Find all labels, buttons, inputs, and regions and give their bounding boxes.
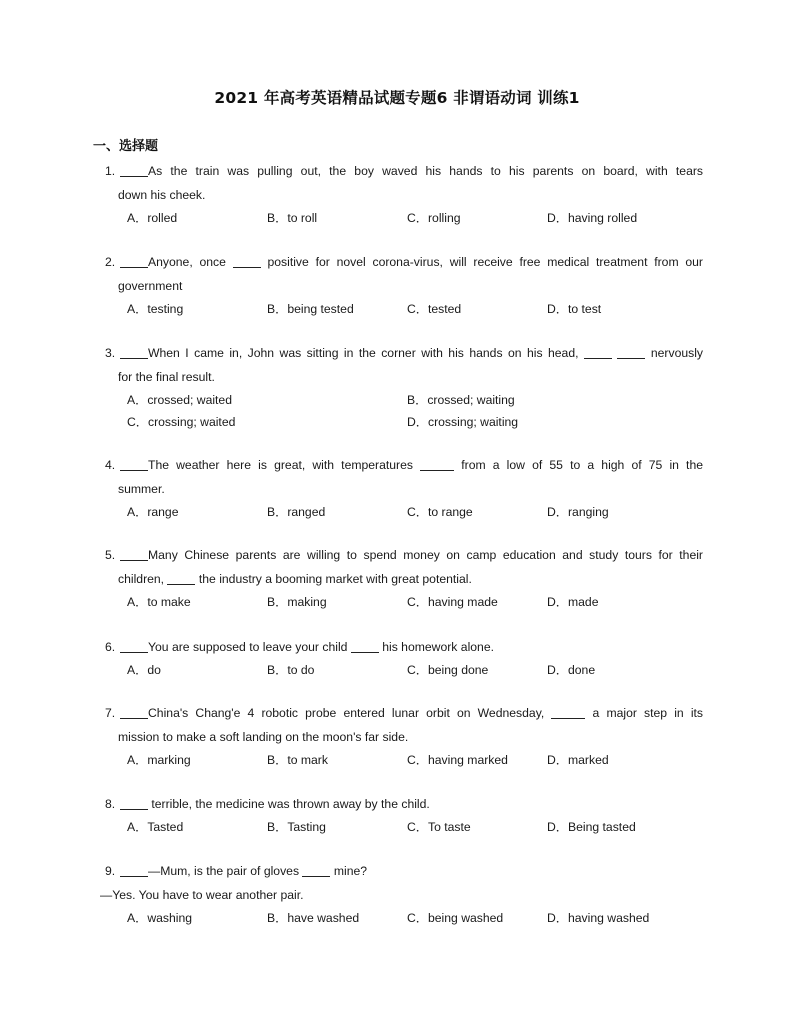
- option-b[interactable]: B．Tasting: [267, 820, 326, 834]
- option-a[interactable]: A．rolled: [127, 211, 178, 225]
- question-stem: 8. terrible, the medicine was thrown away by the child.: [105, 797, 430, 811]
- answer-blank: [351, 638, 379, 653]
- question-stem: 4. The weather here is great, with temperatures from a low of 55 to a high of 75 in the: [105, 458, 704, 472]
- answer-blank: [420, 456, 454, 471]
- option-a[interactable]: A．Tasted: [127, 820, 184, 834]
- question-5: [105, 543, 703, 613]
- answer-blank: [167, 570, 195, 585]
- answer-blank: [120, 253, 148, 268]
- option-d[interactable]: D．made: [547, 595, 599, 609]
- options-row: [105, 659, 703, 681]
- question-8: [105, 792, 703, 838]
- option-c[interactable]: C．rolling: [407, 211, 461, 225]
- option-d[interactable]: D．having washed: [547, 911, 650, 925]
- option-c[interactable]: C．having made: [407, 595, 498, 609]
- answer-blank: [551, 704, 585, 719]
- options-row: [105, 389, 703, 411]
- answer-blank: [120, 638, 148, 653]
- question-9: 9. —Mum, is the pair of gloves mine? —Yes. You have to wear another pair. A．washing B．have washed C．being washed D．having washed: [105, 859, 703, 929]
- option-a[interactable]: A．range: [127, 505, 179, 519]
- section-heading: 一、选择题: [93, 139, 159, 154]
- option-d[interactable]: D．ranging: [547, 505, 609, 519]
- option-a[interactable]: A．marking: [127, 753, 191, 767]
- options-row: [105, 411, 703, 433]
- answer-blank: [120, 546, 148, 561]
- options-row: [105, 907, 703, 929]
- option-b[interactable]: B．being tested: [267, 302, 354, 316]
- option-c[interactable]: C．being done: [407, 663, 489, 677]
- option-d[interactable]: D．done: [547, 663, 596, 677]
- answer-blank: [120, 456, 148, 471]
- question-stem: 7. China's Chang'e 4 robotic probe entered lunar orbit on Wednesday, a major step in its: [105, 706, 704, 720]
- option-a[interactable]: A．washing: [127, 911, 193, 925]
- options-row: [105, 749, 703, 771]
- answer-blank: [120, 795, 148, 810]
- question-stem: 1. As the train was pulling out, the boy waved his hands to his parents on board, with tears: [105, 164, 703, 178]
- option-a[interactable]: A．to make: [127, 595, 191, 609]
- answer-blank: [120, 862, 148, 877]
- question-7: 7. China's Chang'e 4 robotic probe entered lunar orbit on Wednesday, a major step in its mission to make a soft landing on the moon's far side. A．marking B．to mark C．having marked D．marked: [105, 701, 703, 771]
- option-c[interactable]: C．to range: [407, 505, 473, 519]
- option-b[interactable]: B．making: [267, 595, 327, 609]
- question-4: 4. The weather here is great, with temperatures from a low of 55 to a high of 75 in the summer. A．range B．ranged C．to range D．ranging: [105, 453, 703, 523]
- option-a[interactable]: A．testing: [127, 302, 184, 316]
- option-b[interactable]: B．crossed; waiting: [407, 393, 515, 407]
- answer-blank: [302, 862, 330, 877]
- option-a[interactable]: A．crossed; waited: [127, 393, 232, 407]
- option-b[interactable]: B．have washed: [267, 911, 360, 925]
- question-6: [105, 635, 703, 681]
- options-row: [105, 207, 703, 229]
- question-1: 1. As the train was pulling out, the boy waved his hands to his parents on board, with tears down his cheek. A．rolled B．to roll C．rolling D．having rolled: [105, 159, 703, 229]
- question-2: 2. Anyone, once positive for novel corona-virus, will receive free medical treatment from our government A．testing B．being tested C．tested D．to test: [105, 250, 703, 320]
- option-d[interactable]: D．having rolled: [547, 211, 638, 225]
- option-d[interactable]: D．marked: [547, 753, 609, 767]
- options-row: [105, 501, 703, 523]
- option-c[interactable]: C．having marked: [407, 753, 508, 767]
- options-row: [105, 816, 703, 838]
- options-row: [105, 298, 703, 320]
- answer-blank: [233, 253, 261, 268]
- option-b[interactable]: B．ranged: [267, 505, 326, 519]
- answer-blank: [120, 344, 148, 359]
- question-stem: 6. You are supposed to leave your child his homework alone.: [105, 640, 494, 654]
- question-stem: 3. When I came in, John was sitting in the corner with his hands on his head, nervously: [105, 346, 704, 360]
- option-b[interactable]: B．to mark: [267, 753, 328, 767]
- option-c[interactable]: C．being washed: [407, 911, 504, 925]
- question-stem: 9. —Mum, is the pair of gloves mine?: [105, 864, 368, 878]
- option-d[interactable]: D．Being tasted: [547, 820, 636, 834]
- question-stem: 5. Many Chinese parents are willing to spend money on camp education and study tours for their: [105, 548, 703, 562]
- option-c[interactable]: C．crossing; waited: [127, 415, 236, 429]
- question-3: 3. When I came in, John was sitting in the corner with his hands on his head, nervously for the final result. A．crossed; waited B．crossed; waiting C．crossing; waited D．crossing; waiting: [105, 341, 703, 433]
- option-b[interactable]: B．to do: [267, 663, 315, 677]
- document-title: 2021 年高考英语精品试题专题6 非谓语动词 训练1: [214, 89, 580, 107]
- option-a[interactable]: A．do: [127, 663, 161, 677]
- option-d[interactable]: D．crossing; waiting: [407, 415, 519, 429]
- answer-blank: [584, 344, 612, 359]
- answer-blank: [120, 162, 148, 177]
- options-row: [105, 591, 703, 613]
- answer-blank: [617, 344, 645, 359]
- question-stem-line2: children, the industry a booming market with great potential.: [118, 572, 472, 586]
- option-b[interactable]: B．to roll: [267, 211, 318, 225]
- option-c[interactable]: C．tested: [407, 302, 462, 316]
- answer-blank: [120, 704, 148, 719]
- question-stem: 2. Anyone, once positive for novel corona-virus, will receive free medical treatment from our: [105, 255, 703, 269]
- option-d[interactable]: D．to test: [547, 302, 602, 316]
- option-c[interactable]: C．To taste: [407, 820, 471, 834]
